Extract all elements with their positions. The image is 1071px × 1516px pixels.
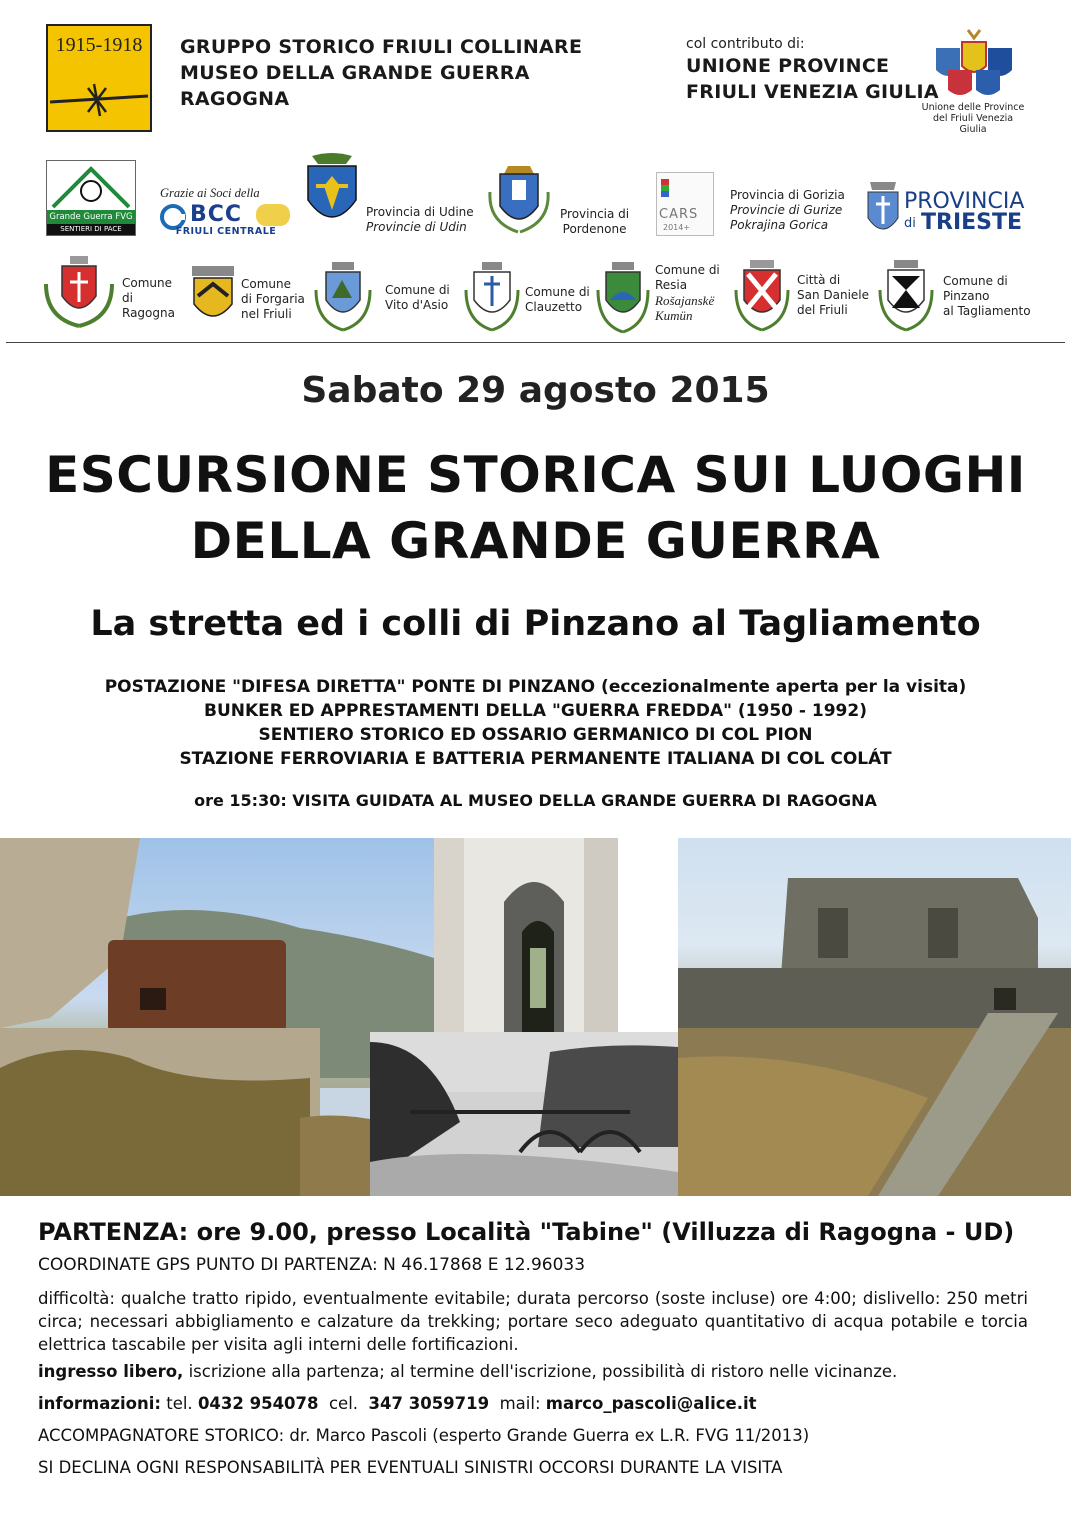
pinzano-1: Comune di bbox=[943, 274, 1008, 288]
bunker-scene-icon bbox=[0, 838, 434, 1196]
org-line3: RAGOGNA bbox=[180, 88, 290, 110]
resia-label bbox=[655, 263, 720, 323]
photo-bridge-historic bbox=[370, 1032, 678, 1196]
pinzano-2: Pinzano bbox=[943, 289, 990, 303]
upi-line2: del Friuli Venezia Giulia bbox=[932, 113, 1014, 135]
bridge-scene-icon bbox=[370, 1032, 678, 1196]
info-mail[interactable]: marco_pascoli@alice.it bbox=[545, 1394, 757, 1413]
difficulty-text: difficoltà: qualche tratto ripido, eventualmente evitabile; durata percorso (soste incluse) ore 4:00; dislivello: 250 metri circa; necessari abbigliamento e calzature da trekking; portare seco adeguato quantitativo di acqua potabile e torcia elettrica tascabile per visita agli interni delle fortificazioni. bbox=[38, 1289, 1028, 1354]
resia-crest-icon bbox=[596, 260, 650, 334]
san-daniele-1: Città di bbox=[797, 273, 841, 287]
event-date: Sabato 29 agosto 2015 bbox=[301, 370, 770, 411]
departure-label: PARTENZA: bbox=[38, 1218, 189, 1246]
departure-text: ore 9.00, presso Località "Tabine" (Villuzza di Ragogna - UD) bbox=[196, 1218, 1015, 1246]
forgaria-crest-icon bbox=[190, 262, 236, 332]
udine-2: Provincie di Udin bbox=[366, 220, 467, 234]
info-cel-label: cel. bbox=[318, 1394, 369, 1413]
vito-1: Comune di bbox=[385, 283, 450, 297]
bcc-logo bbox=[158, 202, 294, 236]
hands-icon bbox=[47, 163, 135, 211]
clauzetto-2: Clauzetto bbox=[525, 300, 583, 314]
shields-icon bbox=[926, 26, 1022, 102]
upi-line1: Unione delle Province bbox=[921, 102, 1025, 113]
udine-1: Provincia di Udine bbox=[366, 205, 474, 219]
forgaria-2: di Forgaria bbox=[241, 292, 305, 306]
contrib-line2: FRIULI VENEZIA GIULIA bbox=[686, 81, 939, 103]
udine-crest-icon bbox=[302, 152, 362, 238]
san-daniele-2: San Daniele bbox=[797, 288, 870, 302]
vito-label bbox=[385, 283, 450, 313]
contrib-block bbox=[686, 53, 939, 105]
photo-corridor bbox=[434, 838, 618, 1032]
info-tel: 0432 954078 bbox=[197, 1394, 319, 1413]
ragogna-3: Ragogna bbox=[122, 306, 175, 320]
trieste-crest-icon bbox=[866, 178, 900, 238]
info-line bbox=[38, 1394, 1028, 1413]
departure-line bbox=[38, 1218, 1048, 1246]
forgaria-label bbox=[241, 277, 305, 322]
logo-years: 1915-1918 bbox=[55, 34, 143, 56]
pordenone-label bbox=[560, 207, 629, 237]
fort-scene-icon bbox=[678, 838, 1071, 1196]
guide-line: ACCOMPAGNATORE STORICO: dr. Marco Pascoli (esperto Grande Guerra ex L.R. FVG 11/2013) bbox=[38, 1426, 810, 1445]
trieste-2: di bbox=[904, 216, 916, 231]
resia-1: Comune di bbox=[655, 263, 720, 277]
trieste-1: PROVINCIA bbox=[904, 189, 1025, 214]
ragogna-crest-icon bbox=[42, 254, 116, 330]
bcc-swirl-icon bbox=[256, 204, 290, 226]
gg-sub: SENTIERI DI PACE bbox=[47, 224, 135, 235]
photo-bunker bbox=[0, 838, 434, 1196]
vito-crest-icon bbox=[312, 260, 374, 332]
grande-guerra-fvg-logo bbox=[46, 160, 136, 236]
title-line1: ESCURSIONE STORICA SUI LUOGHI bbox=[45, 446, 1026, 504]
gg-label: Grande Guerra FVG bbox=[47, 210, 135, 224]
clauzetto-1: Comune di bbox=[525, 285, 590, 299]
san-daniele-label bbox=[797, 273, 869, 318]
bcc-sub: FRIULI CENTRALE bbox=[175, 226, 277, 237]
udine-label bbox=[366, 205, 474, 235]
gorizia-label bbox=[730, 188, 845, 233]
vito-2: Vito d'Asio bbox=[385, 298, 449, 312]
trieste-3: TRIESTE bbox=[921, 210, 1023, 235]
gps-coordinates: COORDINATE GPS PUNTO DI PARTENZA: N 46.17868 E 12.96033 bbox=[38, 1255, 586, 1275]
info-mail-label: mail: bbox=[489, 1394, 546, 1413]
pordenone-crest-icon bbox=[486, 162, 552, 238]
org-line1: GRUPPO STORICO FRIULI COLLINARE bbox=[180, 36, 583, 58]
point-3: SENTIERO STORICO ED OSSARIO GERMANICO DI COL PION bbox=[258, 725, 813, 745]
organizer-block bbox=[180, 34, 582, 112]
info-label: informazioni: bbox=[38, 1394, 161, 1413]
resia-4: Kumün bbox=[655, 308, 693, 323]
barbed-wire-icon bbox=[48, 66, 150, 126]
entry-line bbox=[38, 1362, 1028, 1381]
san-daniele-3: del Friuli bbox=[797, 303, 848, 317]
cars-stripes-icon bbox=[661, 179, 669, 197]
entry-text: iscrizione alla partenza; al termine dell'iscrizione, possibilità di ristoro nelle vicinanze. bbox=[183, 1362, 898, 1381]
point-1: POSTAZIONE "DIFESA DIRETTA" PONTE DI PINZANO (eccezionalmente aperta per la visita) bbox=[104, 677, 967, 697]
pinzano-3: al Tagliamento bbox=[943, 304, 1031, 318]
photo-fort bbox=[678, 838, 1071, 1196]
contrib-label: col contributo di: bbox=[686, 36, 805, 52]
forgaria-3: nel Friuli bbox=[241, 307, 292, 321]
point-4: STAZIONE FERROVIARIA E BATTERIA PERMANENTE ITALIANA DI COL COLÁT bbox=[179, 749, 892, 769]
point-2: BUNKER ED APPRESTAMENTI DELLA "GUERRA FREDDA" (1950 - 1992) bbox=[204, 701, 867, 721]
disclaimer-line: SI DECLINA OGNI RESPONSABILITÀ PER EVENTUALI SINISTRI OCCORSI DURANTE LA VISITA bbox=[38, 1458, 783, 1477]
title-line2: DELLA GRANDE GUERRA bbox=[190, 512, 881, 570]
pordenone-2: Pordenone bbox=[562, 222, 627, 236]
entry-bold: ingresso libero, bbox=[38, 1362, 184, 1381]
cars-logo bbox=[656, 172, 714, 236]
cars-label: CARS bbox=[659, 207, 699, 222]
contrib-line1: UNIONE PROVINCE bbox=[686, 55, 890, 77]
pinzano-label bbox=[943, 274, 1031, 319]
org-line2: MUSEO DELLA GRANDE GUERRA bbox=[180, 62, 530, 84]
header-divider bbox=[6, 342, 1065, 343]
info-tel-label: tel. bbox=[160, 1394, 198, 1413]
pordenone-1: Provincia di bbox=[560, 207, 630, 221]
upi-caption bbox=[918, 102, 1028, 135]
gorizia-3: Pokrajina Gorica bbox=[730, 218, 829, 232]
bcc-thanks: Grazie ai Soci della bbox=[160, 186, 260, 200]
ragogna-2: di bbox=[122, 291, 133, 305]
event-subtitle: La stretta ed i colli di Pinzano al Tagliamento bbox=[90, 604, 981, 644]
clauzetto-crest-icon bbox=[462, 260, 522, 332]
museum-logo bbox=[46, 24, 152, 132]
upi-logo bbox=[926, 26, 1022, 102]
clauzetto-label bbox=[525, 285, 590, 315]
ragogna-1: Comune bbox=[122, 276, 173, 290]
cars-year: 2014+ bbox=[663, 223, 691, 232]
ragogna-label bbox=[122, 276, 175, 321]
gorizia-2: Provincie di Gurize bbox=[730, 203, 843, 217]
corridor-scene-icon bbox=[434, 838, 618, 1032]
bcc-name: BCC bbox=[190, 202, 243, 227]
resia-3: Rošajanskë bbox=[655, 293, 715, 308]
info-cel: 347 3059719 bbox=[368, 1394, 490, 1413]
visit-time: ore 15:30: VISITA GUIDATA AL MUSEO DELLA GRANDE GUERRA DI RAGOGNA bbox=[194, 791, 877, 810]
gorizia-1: Provincia di Gorizia bbox=[730, 188, 845, 202]
pinzano-crest-icon bbox=[876, 258, 936, 332]
resia-2: Resia bbox=[655, 278, 688, 292]
forgaria-1: Comune bbox=[241, 277, 292, 291]
san-daniele-crest-icon bbox=[734, 258, 790, 332]
